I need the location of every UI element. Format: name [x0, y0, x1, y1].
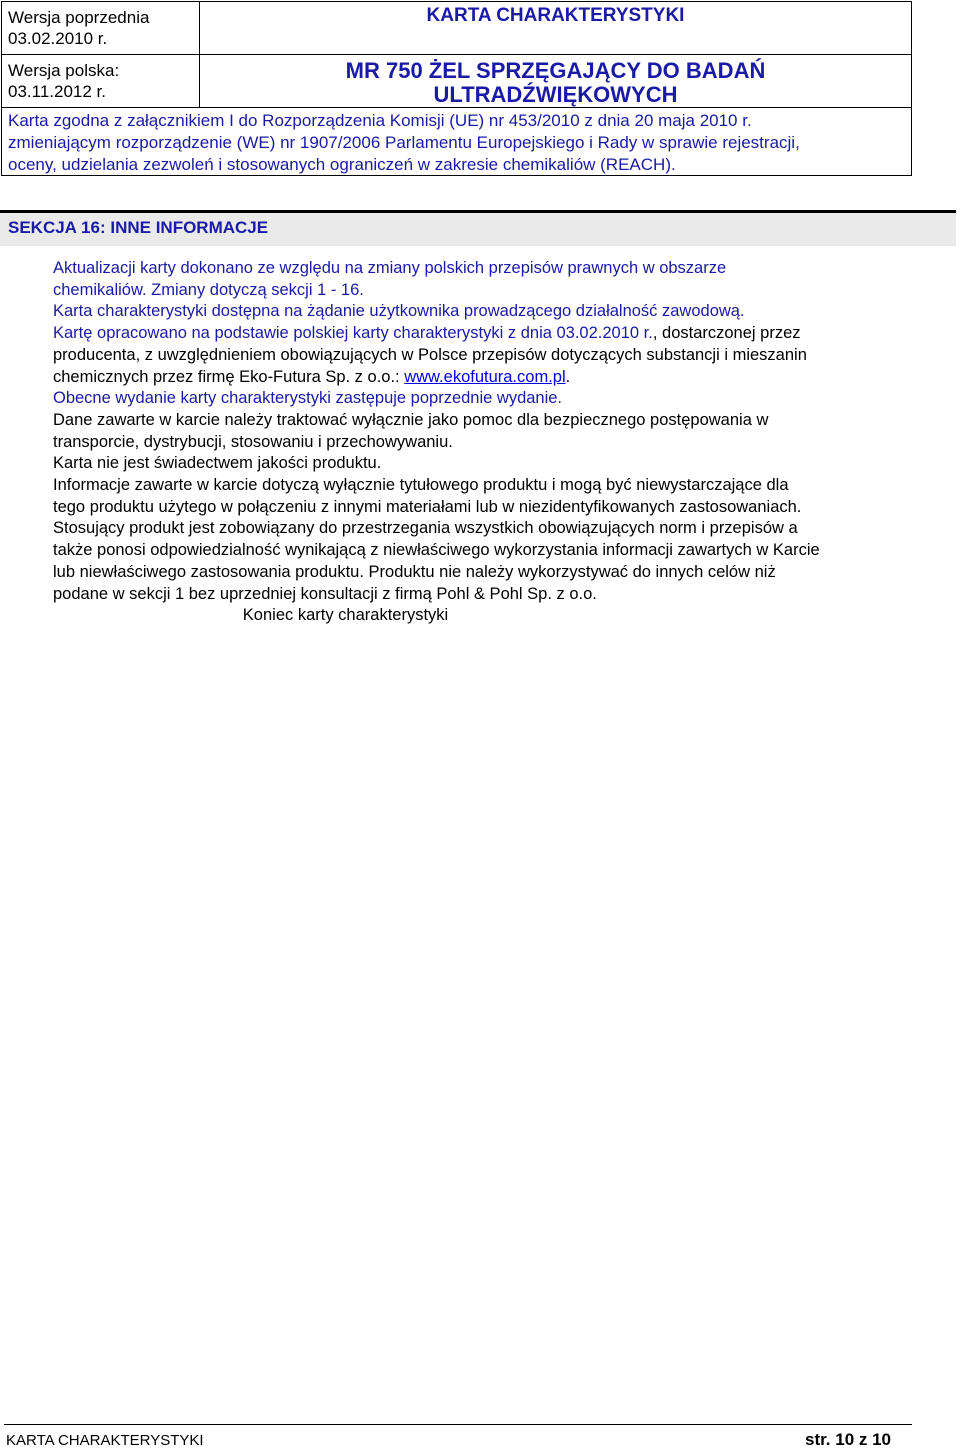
page-number: str. 10 z 10 — [805, 1430, 892, 1449]
ekofutura-link[interactable]: www.ekofutura.com.pl — [404, 367, 566, 386]
quality-note: Karta nie jest świadectwem jakości produktu. — [53, 454, 382, 473]
availability-note: Karta charakterystyki dostępna na żądanie użytkownika prowadzącego działalność zawodową. — [53, 302, 745, 321]
usage-note-line2: transporcie, dystrybucji, stosowaniu i przechowywaniu. — [53, 432, 453, 451]
end-of-document: Koniec karty charakterystyki — [242, 606, 449, 625]
doc-type-cell — [200, 2, 911, 55]
source-note-part2: , dostarczonej przez — [652, 324, 801, 343]
previous-version-label: Wersja poprzednia — [8, 8, 150, 27]
source-note-line1 — [53, 323, 943, 345]
regulation-note — [8, 110, 908, 176]
usage-note-line1: Dane zawarte w karcie należy traktować wyłącznie jako pomoc dla bezpiecznego postępowania w — [53, 410, 769, 429]
product-name — [200, 59, 911, 107]
doc-type-title: KARTA CHARAKTERYSTYKI — [426, 5, 685, 26]
section-divider — [0, 242, 956, 246]
section-header — [0, 210, 956, 242]
regulation-line3: oceny, udzielania zezwoleń i stosowanych ograniczeń w zakresie chemikaliów (REACH). — [8, 155, 676, 174]
source-note-line2: producenta, z uwzględnieniem obowiązujących w Polsce przepisów dotyczących substancji i mieszanin — [53, 345, 807, 364]
product-name-line2: ULTRADŹWIĘKOWYCH — [433, 82, 678, 107]
update-note-line2: chemikaliów. Zmiany dotyczą sekcji 1 - 16. — [53, 280, 364, 299]
disclaimer-line6: podane w sekcji 1 bez uprzedniej konsultacji z firmą Pohl & Pohl Sp. z o.o. — [53, 584, 597, 603]
version-info — [2, 2, 200, 108]
replacement-note: Obecne wydanie karty charakterystyki zastępuje poprzednie wydanie. — [53, 389, 563, 408]
document-header — [1, 1, 912, 176]
polish-version-label: Wersja polska: — [8, 61, 120, 80]
source-note-part1: Kartę opracowano na podstawie polskiej karty charakterystyki z dnia 03.02.2010 r. — [53, 324, 653, 343]
disclaimer-line5: lub niewłaściwego zastosowania produktu. Produktu nie należy wykorzystywać do innych celów niż — [53, 562, 776, 581]
previous-version-cell — [2, 2, 199, 55]
section-title: SEKCJA 16: INNE INFORMACJE — [8, 218, 269, 237]
title-block — [200, 2, 911, 108]
footer-divider — [4, 1424, 912, 1425]
disclaimer-line1: Informacje zawarte w karcie dotyczą wyłącznie tytułowego produktu i mogą być niewystarczające dla — [53, 476, 789, 495]
product-name-line1: MR 750 ŻEL SPRZĘGAJĄCY DO BADAŃ — [345, 58, 766, 83]
regulation-line2: zmieniającym rozporządzenie (WE) nr 1907/2006 Parlamentu Europejskiego i Rady w sprawie rejestracji, — [8, 133, 800, 152]
disclaimer-line2: tego produktu użytego w połączeniu z innymi materiałami lub w niezidentyfikowanych zastosowaniach. — [53, 497, 802, 516]
source-note-line3 — [53, 367, 943, 389]
regulation-line1: Karta zgodna z załącznikiem I do Rozporządzenia Komisji (UE) nr 453/2010 z dnia 20 maja 2010 r. — [8, 111, 752, 130]
footer-doc-type: KARTA CHARAKTERYSTYKI — [6, 1432, 204, 1449]
source-note-line3-text: chemicznych przez firmę Eko-Futura Sp. z o.o.: — [53, 367, 405, 386]
previous-version-date: 03.02.2010 r. — [8, 29, 108, 48]
polish-version-date: 03.11.2012 r. — [8, 82, 106, 101]
disclaimer-line4: także ponosi odpowiedzialność wynikającą z niewłaściwego wykorzystania informacji zawartych w Karcie — [53, 541, 820, 560]
disclaimer-line3: Stosujący produkt jest zobowiązany do przestrzegania wszystkich obowiązujących norm i przepisów a — [53, 519, 798, 538]
update-note-line1: Aktualizacji karty dokonano ze względu na zmiany polskich przepisów prawnych w obszarze — [53, 259, 727, 277]
section-content — [53, 258, 943, 627]
source-note-line3-end: . — [565, 367, 571, 386]
